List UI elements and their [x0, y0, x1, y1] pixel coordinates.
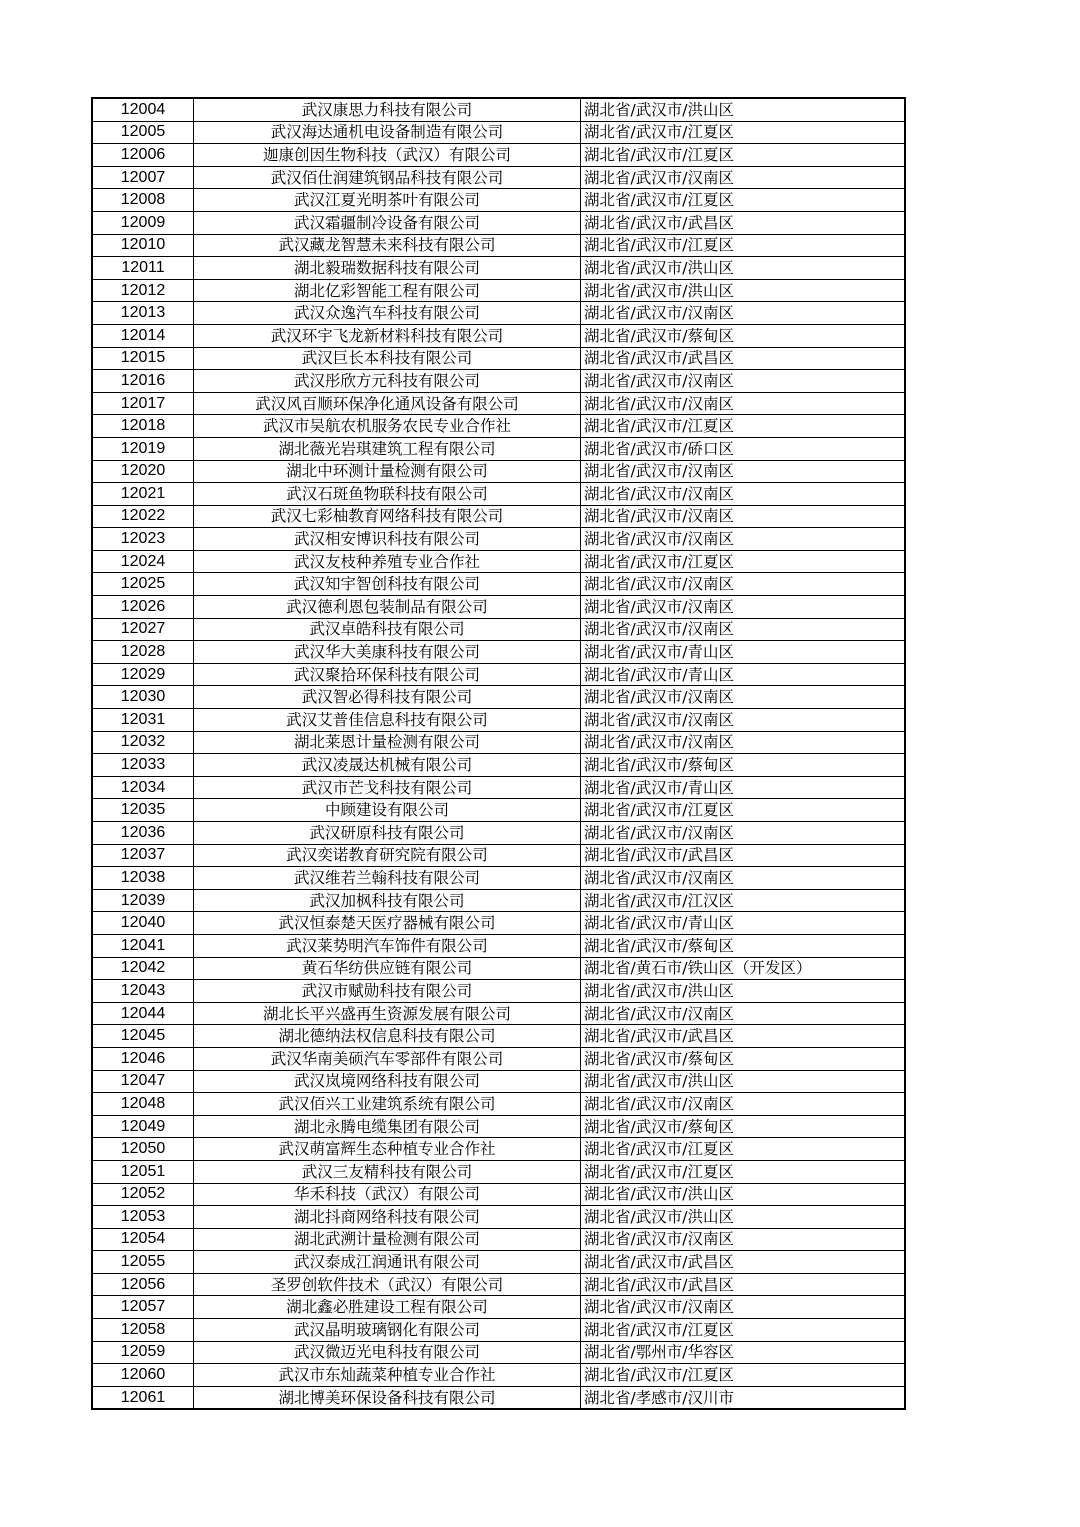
row-number-cell: 12037	[92, 844, 194, 867]
table-row	[92, 1070, 905, 1093]
table-row	[92, 573, 905, 596]
table-row	[92, 1183, 905, 1206]
row-number-cell: 12034	[92, 776, 194, 799]
company-name-cell: 武汉相安博识科技有限公司	[194, 528, 581, 551]
row-number-cell: 12014	[92, 324, 194, 347]
table-row	[92, 1341, 905, 1364]
region-cell: 湖北省/武汉市/汉南区	[581, 528, 906, 551]
row-number-cell: 12010	[92, 234, 194, 257]
company-name-cell: 武汉海达通机电设备制造有限公司	[194, 121, 581, 144]
region-cell: 湖北省/武汉市/蔡甸区	[581, 1047, 906, 1070]
row-number-cell: 12035	[92, 799, 194, 822]
company-name-cell: 武汉德利恩包装制品有限公司	[194, 596, 581, 619]
row-number-cell: 12023	[92, 528, 194, 551]
table-row	[92, 166, 905, 189]
row-number-cell: 12054	[92, 1228, 194, 1251]
company-name-cell: 湖北毅瑞数据科技有限公司	[194, 257, 581, 280]
table-row	[92, 211, 905, 234]
row-number-cell: 12012	[92, 279, 194, 302]
region-cell: 湖北省/武汉市/洪山区	[581, 279, 906, 302]
row-number-cell: 12059	[92, 1341, 194, 1364]
company-name-cell: 武汉聚拾环保科技有限公司	[194, 663, 581, 686]
region-cell: 湖北省/武汉市/汉南区	[581, 709, 906, 732]
table-row	[92, 437, 905, 460]
company-name-cell: 武汉萌富辉生态种植专业合作社	[194, 1138, 581, 1161]
company-name-cell: 湖北莱恩计量检测有限公司	[194, 731, 581, 754]
table-row	[92, 1228, 905, 1251]
region-cell: 湖北省/武汉市/江夏区	[581, 1138, 906, 1161]
region-cell: 湖北省/武汉市/汉南区	[581, 686, 906, 709]
region-cell: 湖北省/武汉市/汉南区	[581, 867, 906, 890]
company-name-cell: 武汉环宇飞龙新材料科技有限公司	[194, 324, 581, 347]
region-cell: 湖北省/武汉市/汉南区	[581, 573, 906, 596]
company-name-cell: 武汉巨长本科技有限公司	[194, 347, 581, 370]
company-name-cell: 武汉康思力科技有限公司	[194, 98, 581, 121]
row-number-cell: 12024	[92, 550, 194, 573]
row-number-cell: 12045	[92, 1025, 194, 1048]
table-row	[92, 528, 905, 551]
table-row	[92, 618, 905, 641]
region-cell: 湖北省/武汉市/汉南区	[581, 731, 906, 754]
row-number-cell: 12056	[92, 1273, 194, 1296]
region-cell: 湖北省/武汉市/汉南区	[581, 618, 906, 641]
company-name-cell: 武汉众逸汽车科技有限公司	[194, 302, 581, 325]
row-number-cell: 12020	[92, 460, 194, 483]
company-name-cell: 湖北抖商网络科技有限公司	[194, 1206, 581, 1229]
company-name-cell: 武汉艾普佳信息科技有限公司	[194, 709, 581, 732]
row-number-cell: 12026	[92, 596, 194, 619]
table-row	[92, 505, 905, 528]
table-row	[92, 641, 905, 664]
table-row	[92, 980, 905, 1003]
region-cell: 湖北省/武汉市/江夏区	[581, 121, 906, 144]
table-row	[92, 347, 905, 370]
table-row	[92, 98, 905, 121]
company-registry-table	[91, 97, 906, 1410]
company-name-cell: 武汉江夏光明茶叶有限公司	[194, 189, 581, 212]
region-cell: 湖北省/武汉市/汉南区	[581, 1296, 906, 1319]
company-name-cell: 武汉知宇智创科技有限公司	[194, 573, 581, 596]
region-cell: 湖北省/武汉市/汉南区	[581, 166, 906, 189]
company-name-cell: 武汉晶明玻璃钢化有限公司	[194, 1319, 581, 1342]
region-cell: 湖北省/武汉市/蔡甸区	[581, 1115, 906, 1138]
table-row	[92, 1025, 905, 1048]
row-number-cell: 12022	[92, 505, 194, 528]
table-row	[92, 1251, 905, 1274]
company-name-cell: 中顾建设有限公司	[194, 799, 581, 822]
table-row	[92, 709, 905, 732]
row-number-cell: 12047	[92, 1070, 194, 1093]
table-row	[92, 1386, 905, 1409]
table-row	[92, 1319, 905, 1342]
company-name-cell: 武汉维若兰翰科技有限公司	[194, 867, 581, 890]
row-number-cell: 12041	[92, 934, 194, 957]
region-cell: 湖北省/武汉市/硚口区	[581, 437, 906, 460]
table-row	[92, 1160, 905, 1183]
row-number-cell: 12030	[92, 686, 194, 709]
row-number-cell: 12027	[92, 618, 194, 641]
company-name-cell: 武汉三友精科技有限公司	[194, 1160, 581, 1183]
region-cell: 湖北省/武汉市/汉南区	[581, 370, 906, 393]
row-number-cell: 12036	[92, 822, 194, 845]
company-name-cell: 武汉风百顺环保净化通风设备有限公司	[194, 392, 581, 415]
region-cell: 湖北省/武汉市/江夏区	[581, 550, 906, 573]
row-number-cell: 12008	[92, 189, 194, 212]
region-cell: 湖北省/武汉市/武昌区	[581, 211, 906, 234]
row-number-cell: 12050	[92, 1138, 194, 1161]
row-number-cell: 12057	[92, 1296, 194, 1319]
row-number-cell: 12052	[92, 1183, 194, 1206]
table-row	[92, 731, 905, 754]
company-name-cell: 武汉加枫科技有限公司	[194, 889, 581, 912]
region-cell: 湖北省/武汉市/江夏区	[581, 1160, 906, 1183]
table-row	[92, 663, 905, 686]
row-number-cell: 12033	[92, 754, 194, 777]
company-name-cell: 迦康创因生物科技（武汉）有限公司	[194, 144, 581, 167]
region-cell: 湖北省/武汉市/蔡甸区	[581, 934, 906, 957]
row-number-cell: 12049	[92, 1115, 194, 1138]
region-cell: 湖北省/武汉市/汉南区	[581, 505, 906, 528]
region-cell: 湖北省/武汉市/蔡甸区	[581, 754, 906, 777]
row-number-cell: 12016	[92, 370, 194, 393]
company-name-cell: 武汉智必得科技有限公司	[194, 686, 581, 709]
table-row	[92, 1296, 905, 1319]
region-cell: 湖北省/武汉市/江夏区	[581, 189, 906, 212]
table-row	[92, 370, 905, 393]
table-row	[92, 1206, 905, 1229]
region-cell: 湖北省/武汉市/江夏区	[581, 144, 906, 167]
company-name-cell: 武汉石斑鱼物联科技有限公司	[194, 483, 581, 506]
region-cell: 湖北省/武汉市/汉南区	[581, 596, 906, 619]
region-cell: 湖北省/武汉市/江夏区	[581, 415, 906, 438]
table-row	[92, 1273, 905, 1296]
region-cell: 湖北省/武汉市/洪山区	[581, 1183, 906, 1206]
region-cell: 湖北省/武汉市/青山区	[581, 912, 906, 935]
row-number-cell: 12043	[92, 980, 194, 1003]
company-name-cell: 武汉华大美康科技有限公司	[194, 641, 581, 664]
row-number-cell: 12006	[92, 144, 194, 167]
company-name-cell: 湖北博美环保设备科技有限公司	[194, 1386, 581, 1409]
region-cell: 湖北省/武汉市/武昌区	[581, 347, 906, 370]
company-name-cell: 武汉华南美硕汽车零部件有限公司	[194, 1047, 581, 1070]
row-number-cell: 12031	[92, 709, 194, 732]
row-number-cell: 12038	[92, 867, 194, 890]
region-cell: 湖北省/武汉市/江夏区	[581, 234, 906, 257]
table-row	[92, 1093, 905, 1116]
table-row	[92, 799, 905, 822]
table-row	[92, 1115, 905, 1138]
company-name-cell: 湖北长平兴盛再生资源发展有限公司	[194, 1002, 581, 1025]
table-row	[92, 1364, 905, 1387]
region-cell: 湖北省/武汉市/蔡甸区	[581, 324, 906, 347]
company-name-cell: 黄石华纺供应链有限公司	[194, 957, 581, 980]
row-number-cell: 12058	[92, 1319, 194, 1342]
region-cell: 湖北省/武汉市/江夏区	[581, 1364, 906, 1387]
region-cell: 湖北省/武汉市/汉南区	[581, 822, 906, 845]
region-cell: 湖北省/武汉市/洪山区	[581, 257, 906, 280]
company-name-cell: 武汉市东灿蔬菜种植专业合作社	[194, 1364, 581, 1387]
region-cell: 湖北省/孝感市/汉川市	[581, 1386, 906, 1409]
row-number-cell: 12029	[92, 663, 194, 686]
table-row	[92, 550, 905, 573]
row-number-cell: 12040	[92, 912, 194, 935]
company-name-cell: 武汉研原科技有限公司	[194, 822, 581, 845]
table-row	[92, 686, 905, 709]
company-name-cell: 武汉彤欣方元科技有限公司	[194, 370, 581, 393]
region-cell: 湖北省/武汉市/江夏区	[581, 799, 906, 822]
region-cell: 湖北省/武汉市/青山区	[581, 641, 906, 664]
table-row	[92, 1138, 905, 1161]
region-cell: 湖北省/武汉市/汉南区	[581, 1228, 906, 1251]
company-name-cell: 湖北鑫必胜建设工程有限公司	[194, 1296, 581, 1319]
company-name-cell: 武汉七彩柚教育网络科技有限公司	[194, 505, 581, 528]
company-name-cell: 武汉卓皓科技有限公司	[194, 618, 581, 641]
region-cell: 湖北省/武汉市/汉南区	[581, 392, 906, 415]
company-name-cell: 湖北中环测计量检测有限公司	[194, 460, 581, 483]
company-name-cell: 武汉佰兴工业建筑系统有限公司	[194, 1093, 581, 1116]
region-cell: 湖北省/鄂州市/华容区	[581, 1341, 906, 1364]
row-number-cell: 12028	[92, 641, 194, 664]
row-number-cell: 12060	[92, 1364, 194, 1387]
company-name-cell: 武汉微迈光电科技有限公司	[194, 1341, 581, 1364]
table-row	[92, 889, 905, 912]
registry-body	[92, 98, 905, 1409]
region-cell: 湖北省/武汉市/汉南区	[581, 302, 906, 325]
region-cell: 湖北省/武汉市/洪山区	[581, 980, 906, 1003]
table-row	[92, 934, 905, 957]
company-name-cell: 湖北德纳法权信息科技有限公司	[194, 1025, 581, 1048]
row-number-cell: 12032	[92, 731, 194, 754]
region-cell: 湖北省/武汉市/武昌区	[581, 844, 906, 867]
company-name-cell: 湖北永腾电缆集团有限公司	[194, 1115, 581, 1138]
row-number-cell: 12019	[92, 437, 194, 460]
row-number-cell: 12025	[92, 573, 194, 596]
region-cell: 湖北省/武汉市/武昌区	[581, 1251, 906, 1274]
row-number-cell: 12007	[92, 166, 194, 189]
row-number-cell: 12042	[92, 957, 194, 980]
table-row	[92, 121, 905, 144]
table-row	[92, 1002, 905, 1025]
table-row	[92, 392, 905, 415]
region-cell: 湖北省/武汉市/汉南区	[581, 460, 906, 483]
table-row	[92, 596, 905, 619]
region-cell: 湖北省/武汉市/汉南区	[581, 483, 906, 506]
company-name-cell: 武汉霜疆制冷设备有限公司	[194, 211, 581, 234]
table-row	[92, 844, 905, 867]
table-row	[92, 324, 905, 347]
row-number-cell: 12011	[92, 257, 194, 280]
company-name-cell: 武汉泰成江润通讯有限公司	[194, 1251, 581, 1274]
table-row	[92, 1047, 905, 1070]
table-row	[92, 234, 905, 257]
row-number-cell: 12051	[92, 1160, 194, 1183]
region-cell: 湖北省/武汉市/武昌区	[581, 1025, 906, 1048]
row-number-cell: 12005	[92, 121, 194, 144]
table-row	[92, 279, 905, 302]
region-cell: 湖北省/武汉市/武昌区	[581, 1273, 906, 1296]
table-row	[92, 776, 905, 799]
row-number-cell: 12044	[92, 1002, 194, 1025]
row-number-cell: 12048	[92, 1093, 194, 1116]
region-cell: 湖北省/黄石市/铁山区（开发区）	[581, 957, 906, 980]
table-row	[92, 822, 905, 845]
company-name-cell: 武汉佰仕润建筑钢品科技有限公司	[194, 166, 581, 189]
row-number-cell: 12004	[92, 98, 194, 121]
company-name-cell: 湖北亿彩智能工程有限公司	[194, 279, 581, 302]
company-name-cell: 武汉凌晟达机械有限公司	[194, 754, 581, 777]
company-name-cell: 武汉市芒戈科技有限公司	[194, 776, 581, 799]
table-row	[92, 912, 905, 935]
row-number-cell: 12055	[92, 1251, 194, 1274]
table-row	[92, 302, 905, 325]
region-cell: 湖北省/武汉市/江汉区	[581, 889, 906, 912]
row-number-cell: 12021	[92, 483, 194, 506]
company-name-cell: 武汉藏龙智慧未来科技有限公司	[194, 234, 581, 257]
company-name-cell: 武汉岚境网络科技有限公司	[194, 1070, 581, 1093]
company-name-cell: 湖北薇光岩琪建筑工程有限公司	[194, 437, 581, 460]
row-number-cell: 12053	[92, 1206, 194, 1229]
row-number-cell: 12018	[92, 415, 194, 438]
table-row	[92, 144, 905, 167]
table-row	[92, 754, 905, 777]
company-name-cell: 圣罗创软件技术（武汉）有限公司	[194, 1273, 581, 1296]
row-number-cell: 12013	[92, 302, 194, 325]
table-row	[92, 460, 905, 483]
row-number-cell: 12017	[92, 392, 194, 415]
table-row	[92, 257, 905, 280]
row-number-cell: 12015	[92, 347, 194, 370]
company-name-cell: 华禾科技（武汉）有限公司	[194, 1183, 581, 1206]
table-row	[92, 957, 905, 980]
company-name-cell: 武汉友枝种养殖专业合作社	[194, 550, 581, 573]
row-number-cell: 12061	[92, 1386, 194, 1409]
company-name-cell: 武汉奕诺教育研究院有限公司	[194, 844, 581, 867]
row-number-cell: 12009	[92, 211, 194, 234]
table-row	[92, 415, 905, 438]
region-cell: 湖北省/武汉市/江夏区	[581, 1319, 906, 1342]
region-cell: 湖北省/武汉市/汉南区	[581, 1002, 906, 1025]
table-row	[92, 483, 905, 506]
company-name-cell: 武汉市吴航农机服务农民专业合作社	[194, 415, 581, 438]
row-number-cell: 12039	[92, 889, 194, 912]
region-cell: 湖北省/武汉市/洪山区	[581, 1070, 906, 1093]
region-cell: 湖北省/武汉市/洪山区	[581, 1206, 906, 1229]
company-name-cell: 武汉市赋勋科技有限公司	[194, 980, 581, 1003]
region-cell: 湖北省/武汉市/洪山区	[581, 98, 906, 121]
region-cell: 湖北省/武汉市/青山区	[581, 663, 906, 686]
company-name-cell: 武汉恒泰楚天医疗器械有限公司	[194, 912, 581, 935]
table-row	[92, 189, 905, 212]
row-number-cell: 12046	[92, 1047, 194, 1070]
table-row	[92, 867, 905, 890]
company-name-cell: 武汉莱势明汽车饰件有限公司	[194, 934, 581, 957]
region-cell: 湖北省/武汉市/汉南区	[581, 1093, 906, 1116]
company-name-cell: 湖北武溯计量检测有限公司	[194, 1228, 581, 1251]
region-cell: 湖北省/武汉市/青山区	[581, 776, 906, 799]
